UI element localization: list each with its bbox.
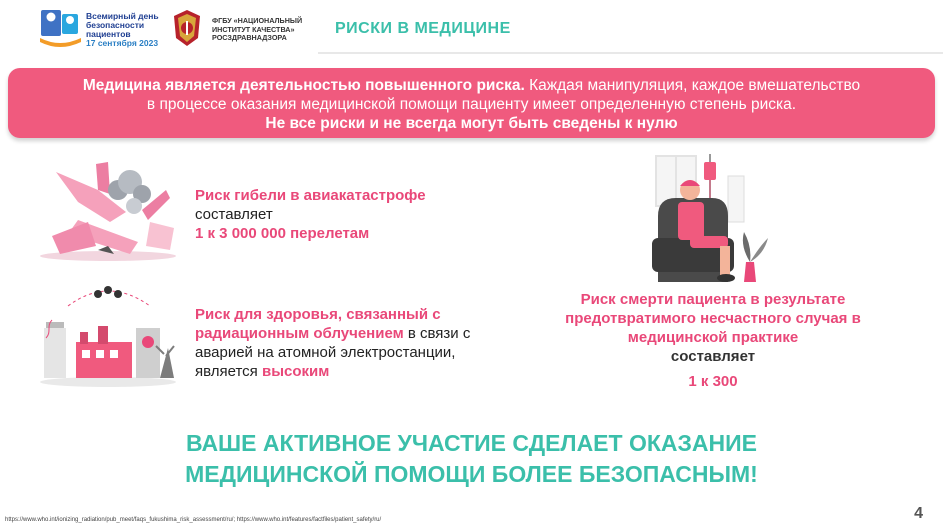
banner-bold-lead: Медицина является деятельностью повышенного риска. [82,77,525,94]
cta-line-2: МЕДИЦИНСКОЙ ПОМОЩИ БОЛЕЕ БЕЗОПАСНЫМ! [185,461,758,487]
references: https://www.who.int/ionizing_radiation/pub_meet/faqs_fukushima_risk_assessment/ru/; https://www.who.int/features/factfiles/patient_safety/ru/ [5,517,382,523]
patient-in-chair-illustration [640,150,780,285]
logo1-date: 17 сентября 2023 [86,38,159,48]
logo1-caption [86,12,164,48]
nuclear-plant-illustration [38,278,178,390]
national-institute-quality-emblem-icon [170,8,204,48]
patient-risk-value: 1 к 300 [688,373,738,390]
plane-risk-text [195,186,426,243]
patient-risk-text [548,290,878,391]
plane-crash-illustration [38,150,178,262]
radiation-risk-value: высоким [261,363,330,380]
patient-risk-title: Риск смерти пациента в результате предотвратимого несчастного случая в медицинской практике [565,291,861,346]
banner-line-3: Не все риски и не всегда могут быть сведены к нулю [265,115,678,132]
slide-title: РИСКИ В МЕДИЦИНЕ [335,20,511,37]
cta-line-1: ВАШЕ АКТИВНОЕ УЧАСТИЕ СДЕЛАЕТ ОКАЗАНИЕ [185,430,757,456]
logo2-line: ФГБУ «НАЦИОНАЛЬНЫЙ [212,16,303,25]
patient-risk-mid: составляет [670,348,756,365]
plane-risk-mid: составляет [195,206,273,223]
banner-line-1 [22,76,921,95]
banner-line-2: в процессе оказания медицинской помощи пациенту имеет определенную степень риска. [146,96,797,113]
world-patient-safety-day-logo [38,8,83,48]
header [0,0,943,56]
page-number: 4 [914,505,923,522]
banner-line1-rest: Каждая манипуляция, каждое вмешательство [524,77,861,94]
radiation-risk-text [195,305,485,381]
plane-risk-value: 1 к 3 000 000 перелетам [195,225,370,242]
logo1-line: безопасности [86,20,145,30]
call-to-action [120,428,823,490]
logo1-line: пациентов [86,29,131,39]
radiation-risk-mid: в связи с аварией на атомной электростанции, является [195,325,471,380]
logo2-line: РОСЗДРАВНАДЗОРА [212,33,287,42]
plane-risk-title: Риск гибели в авиакатастрофе [195,187,426,204]
logo2-caption [212,17,312,43]
logo2-line: ИНСТИТУТ КАЧЕСТВА» [212,24,295,34]
banner-text [22,76,921,133]
logo1-line: Всемирный день [86,11,159,21]
key-message-banner [8,68,935,138]
header-divider [318,52,943,54]
radiation-risk-title: Риск для здоровья, связанный с радиационным облучением [195,306,441,342]
